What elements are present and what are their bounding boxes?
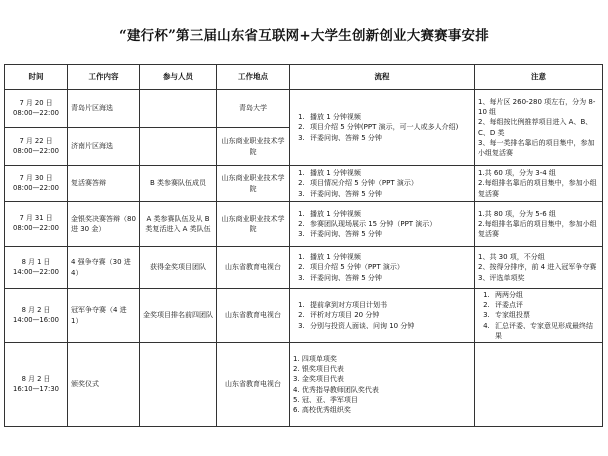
process-step: 2. 评析对方项目 20 分钟 — [307, 310, 471, 320]
award-line: 3. 金奖项目代表 — [293, 375, 344, 384]
date: 8 月 1 日 — [21, 257, 51, 266]
note-line: 2、每组按比例推荐项目进入 A、B、C、D 类 — [478, 118, 593, 137]
hours: 08:00—22:00 — [13, 108, 59, 117]
header-people: 参与人员 — [140, 65, 217, 90]
process-step: 3. 评委问询、答辩 5 分钟 — [307, 273, 471, 283]
process-cell — [290, 202, 475, 247]
note-line: 3、每一类排名靠后的项目集中，参加小组复活赛 — [478, 138, 595, 157]
header-process: 流程 — [290, 65, 475, 90]
process-step: 2. 项目情况介绍 5 分钟（PPT 演示） — [307, 178, 471, 188]
award-line: 5. 冠、亚、季军项目 — [293, 395, 358, 404]
process-step: 1. 播放 1 分钟视频 — [307, 252, 471, 262]
people-cell — [140, 128, 217, 166]
process-step: 3. 分别与投资人面谈、问询 10 分钟 — [307, 321, 471, 331]
note-line: 3. 专家组投票 — [492, 310, 599, 320]
people-cell: 金奖项目排名前四团队 — [140, 289, 217, 343]
content-cell: 4 强争夺赛（30 进 4） — [68, 247, 140, 289]
note-line: 1.共 60 项，分为 3-4 组 — [478, 169, 556, 178]
time-cell — [5, 343, 68, 427]
date: 8 月 2 日 — [21, 374, 51, 383]
hours: 14:00—16:00 — [13, 315, 59, 324]
people-cell — [140, 343, 217, 427]
note-line: 1. 两两分组 — [492, 290, 599, 300]
note-line: 2、按得分排序，前 4 进入冠军争夺赛 — [478, 263, 597, 272]
time-cell — [5, 90, 68, 128]
note-line: 1、共 30 项，不分组 — [478, 253, 545, 262]
people-cell: 获得金奖项目团队 — [140, 247, 217, 289]
process-step: 2. 项目介绍 5 分钟（PPT 演示） — [307, 262, 471, 272]
header-place: 工作地点 — [217, 65, 290, 90]
table-row — [5, 166, 603, 202]
people-cell: A 类参赛队伍及从 B 类复活进入 A 类队伍 — [140, 202, 217, 247]
note-line: 1、每片区 260-280 项左右，分为 8-10 组 — [478, 98, 596, 117]
place-cell: 山东商业职业技术学院 — [217, 128, 290, 166]
hours: 08:00—22:00 — [13, 146, 59, 155]
header-content: 工作内容 — [68, 65, 140, 90]
place-cell: 山东省教育电视台 — [217, 289, 290, 343]
table-row — [5, 343, 603, 427]
notes-cell — [475, 202, 603, 247]
content-cell: 金银奖决赛答辩（80 进 30 金） — [68, 202, 140, 247]
notes-cell — [475, 343, 603, 427]
process-cell — [290, 343, 475, 427]
process-cell — [290, 289, 475, 343]
table-row — [5, 247, 603, 289]
place-cell: 山东商业职业技术学院 — [217, 166, 290, 202]
header-time: 时间 — [5, 65, 68, 90]
table-header-row — [5, 65, 603, 90]
process-cell — [290, 90, 475, 166]
people-cell: B 类参赛队伍成员 — [140, 166, 217, 202]
people-cell — [140, 90, 217, 128]
process-step: 3. 评委问询、答辩 5 分钟 — [307, 189, 471, 199]
process-step: 3. 评委问询、答辩 5 分钟 — [307, 229, 471, 239]
table-row — [5, 90, 603, 128]
award-line: 1. 四项单项奖 — [293, 355, 337, 364]
award-line: 4. 优秀指导教师团队奖代表 — [293, 385, 379, 394]
hours: 08:00—22:00 — [13, 183, 59, 192]
award-line: 2. 银奖项目代表 — [293, 365, 344, 374]
hours: 16:10—17:30 — [13, 384, 59, 393]
process-step: 2. 项目介绍 5 分钟(PPT 演示，可一人或多人介绍) — [307, 122, 471, 132]
date: 7 月 22 日 — [19, 136, 53, 145]
process-cell — [290, 247, 475, 289]
table-row — [5, 289, 603, 343]
page-title: “建行杯”第三届山东省互联网+大学生创新创业大赛赛事安排 — [119, 28, 489, 44]
content-cell: 青岛片区海选 — [68, 90, 140, 128]
time-cell — [5, 166, 68, 202]
date: 7 月 31 日 — [19, 214, 53, 223]
time-cell — [5, 202, 68, 247]
schedule-table — [4, 64, 603, 427]
award-line: 6. 高校优秀组织奖 — [293, 405, 351, 414]
header-notes: 注意 — [475, 65, 603, 90]
notes-cell — [475, 289, 603, 343]
date: 7 月 20 日 — [19, 98, 53, 107]
process-step: 1. 提前拿到对方项目计划书 — [307, 300, 471, 310]
place-cell: 山东商业职业技术学院 — [217, 202, 290, 247]
table-row — [5, 202, 603, 247]
note-line: 2. 评委点评 — [492, 300, 599, 310]
note-line: 2.每组排名靠后的项目集中，参加小组复活赛 — [478, 179, 597, 198]
note-line: 1.共 80 项，分为 5-6 组 — [478, 209, 556, 218]
process-step: 1. 播放 1 分钟视频 — [307, 112, 471, 122]
content-cell: 颁奖仪式 — [68, 343, 140, 427]
hours: 14:00—22:00 — [13, 267, 59, 276]
date: 8 月 2 日 — [21, 305, 51, 314]
place-cell: 山东省教育电视台 — [217, 247, 290, 289]
process-cell — [290, 166, 475, 202]
notes-cell — [475, 166, 603, 202]
note-line: 4. 汇总评委、专家意见形成最终结果 — [492, 321, 599, 341]
content-cell: 济南片区海选 — [68, 128, 140, 166]
notes-cell — [475, 247, 603, 289]
notes-cell — [475, 90, 603, 166]
time-cell — [5, 289, 68, 343]
process-step: 1. 播放 1 分钟视频 — [307, 209, 471, 219]
time-cell — [5, 247, 68, 289]
process-step: 2. 参赛团队现场展示 15 分钟（PPT 演示） — [307, 219, 471, 229]
process-step: 3. 评委问询、答辩 5 分钟 — [307, 133, 471, 143]
time-cell — [5, 128, 68, 166]
note-line: 2.每组排名靠后的项目集中，参加小组复活赛 — [478, 219, 597, 239]
content-cell: 复活赛答辩 — [68, 166, 140, 202]
place-cell: 青岛大学 — [217, 90, 290, 128]
note-line: 3、评选单项奖 — [478, 273, 525, 282]
process-step: 1. 播放 1 分钟视频 — [307, 168, 471, 178]
content-cell: 冠军争夺赛（4 进 1） — [68, 289, 140, 343]
hours: 08:00—22:00 — [13, 224, 59, 232]
place-cell: 山东省教育电视台 — [217, 343, 290, 427]
date: 7 月 30 日 — [19, 173, 53, 182]
